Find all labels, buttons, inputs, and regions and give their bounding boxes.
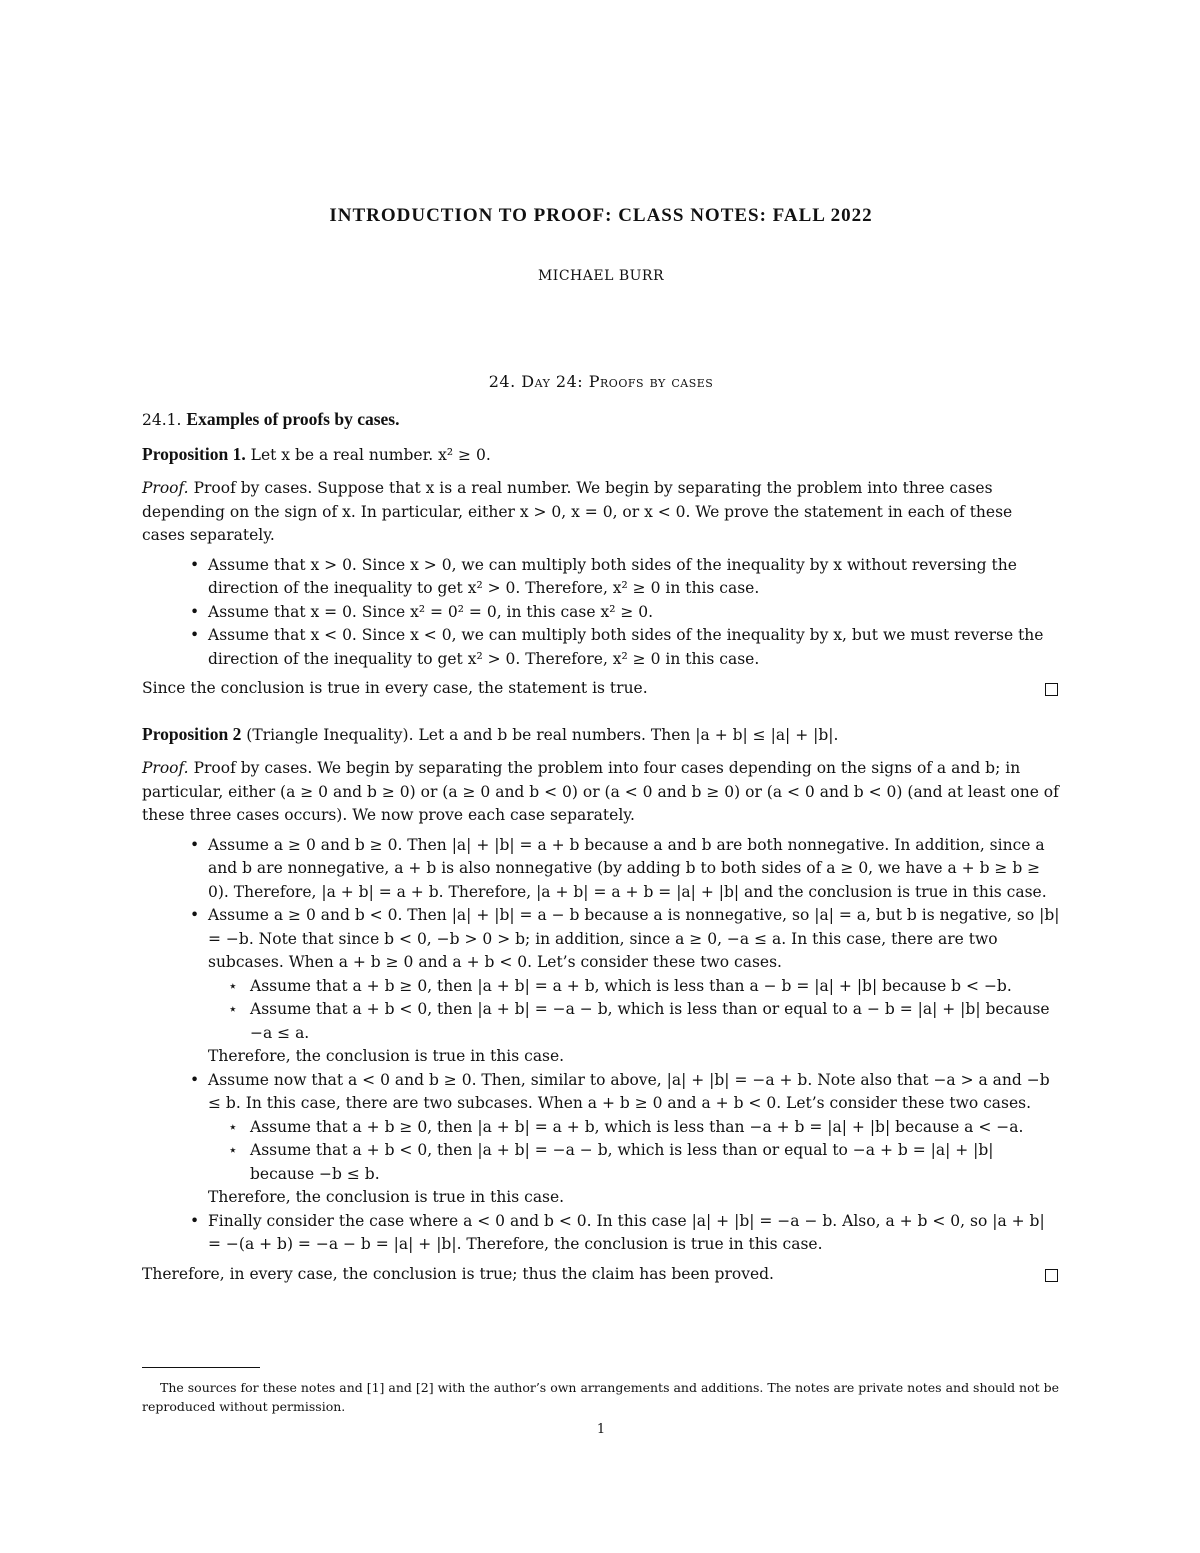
section-heading xyxy=(142,372,1060,391)
case-2-subcase-list xyxy=(208,975,1060,1046)
proposition-2-statement: Let a and b be real numbers. Then |a + b| ≤ |a| + |b|. xyxy=(418,725,839,744)
proof-2-intro-text: Proof by cases. We begin by separating the problem into four cases depending on the signs of a and b; in particular, either (a ≥ 0 and b ≥ 0) or (a ≥ 0 and b < 0) or (a < 0 and b ≥ 0) or (a < 0 and b < 0) (and at least one of these three cases occurs). We now prove each case separately. xyxy=(142,759,1059,824)
list-item: • Assume a ≥ 0 and b ≥ 0. Then |a| + |b| = a + b because a and b are both nonnegative. In addition, since a and b are nonnegative, a + b is also nonnegative (by adding b to both sides of a ≥ 0, we have a + b ≥ b ≥ 0). Therefore, |a + b| = a + b. Therefore, |a + b| = a + b = |a| + |b| and the conclusion is true in this case. xyxy=(208,834,1060,905)
document-page xyxy=(142,0,1060,1553)
proposition-1-statement: Let x be a real number. x² ≥ 0. xyxy=(250,445,491,464)
subcase-item: ⋆ Assume that a + b < 0, then |a + b| = −a − b, which is less than or equal to a − b = |a| + |b| because −a ≤ a. xyxy=(250,998,1060,1045)
subcase-item: ⋆ Assume that a + b ≥ 0, then |a + b| = a + b, which is less than a − b = |a| + |b| because b < −b. xyxy=(250,975,1060,999)
proof-2-conclusion-text: Therefore, in every case, the conclusion is true; thus the claim has been proved. xyxy=(142,1264,774,1283)
list-item xyxy=(208,904,1060,1069)
proof-1-intro-text: Proof by cases. Suppose that x is a real number. We begin by separating the problem into three cases depending on the sign of x. In particular, either x > 0, x = 0, or x < 0. We prove the statement in each of these cases separately. xyxy=(142,479,1013,544)
section-number: 24. xyxy=(488,372,516,391)
footnote: The sources for these notes and [1] and [2] with the author’s own arrangements and additions. The notes are private notes and should not be reproduced without permission. xyxy=(142,1380,1060,1414)
case-3-text: Assume now that a < 0 and b ≥ 0. Then, similar to above, |a| + |b| = −a + b. Note also that −a > a and −b ≤ b. In this case, there are two subcases. When a + b ≥ 0 and a + b < 0. Let’s consider these two cases. xyxy=(208,1070,1050,1112)
main-content xyxy=(142,408,1060,1286)
subsection-title: Examples of proofs by cases. xyxy=(186,409,400,429)
section-title: Day 24: Proofs by cases xyxy=(521,372,714,391)
proof-1-conclusion-text: Since the conclusion is true in every case, the statement is true. xyxy=(142,679,648,697)
proof-2-case-list xyxy=(142,834,1060,1257)
proposition-1 xyxy=(142,443,1060,468)
subcase-item: ⋆ Assume that a + b < 0, then |a + b| = −a − b, which is less than or equal to −a + b = |a| + |b| because −b ≤ b. xyxy=(250,1139,1060,1186)
subcase-item: ⋆ Assume that a + b ≥ 0, then |a + b| = a + b, which is less than −a + b = |a| + |b| because a < −a. xyxy=(250,1116,1060,1140)
proof-2-conclusion xyxy=(142,1263,1060,1287)
case-3-subcase-list xyxy=(208,1116,1060,1187)
footnote-rule xyxy=(142,1367,260,1368)
proof-1-label: Proof. xyxy=(142,479,189,497)
author-name: MICHAEL BURR xyxy=(537,268,665,284)
case-3-after: Therefore, the conclusion is true in this case. xyxy=(208,1188,565,1206)
proof-1-intro xyxy=(142,477,1060,548)
subsection-heading xyxy=(142,408,1060,433)
proof-1-conclusion xyxy=(142,677,1060,701)
case-2-text: Assume a ≥ 0 and b < 0. Then |a| + |b| = a − b because a is nonnegative, so |a| = a, but b is negative, so |b| = −b. Note that since b < 0, −b > 0 > b; in addition, since a ≥ 0, −a ≤ a. In this case, there are two subcases. When a + b ≥ 0 and a + b < 0. Let’s consider these two cases. xyxy=(208,906,1060,971)
qed-icon xyxy=(1045,1269,1058,1282)
proof-1-case-list xyxy=(142,554,1060,672)
proposition-1-label: Proposition 1. xyxy=(142,443,246,464)
list-item: • Finally consider the case where a < 0 and b < 0. In this case |a| + |b| = −a − b. Also, a + b < 0, so |a + b| = −(a + b) = −a − b = |a| + |b|. Therefore, the conclusion is true in this case. xyxy=(208,1210,1060,1257)
proposition-2 xyxy=(142,723,1060,748)
list-item: • Assume that x = 0. Since x² = 0² = 0, in this case x² ≥ 0. xyxy=(208,601,1060,625)
list-item xyxy=(208,1069,1060,1210)
subsection-number: 24.1. xyxy=(142,411,182,429)
qed-icon xyxy=(1045,683,1058,696)
document-title: INTRODUCTION TO PROOF: CLASS NOTES: FALL 2022 xyxy=(329,205,873,226)
list-item: • Assume that x > 0. Since x > 0, we can multiply both sides of the inequality by x without reversing the direction of the inequality to get x² > 0. Therefore, x² ≥ 0 in this case. xyxy=(208,554,1060,601)
page-number: 1 xyxy=(596,1422,606,1437)
list-item: • Assume that x < 0. Since x < 0, we can multiply both sides of the inequality by x, but we must reverse the direction of the inequality to get x² > 0. Therefore, x² ≥ 0 in this case. xyxy=(208,624,1060,671)
proposition-2-name: (Triangle Inequality). xyxy=(246,725,414,744)
proposition-2-label: Proposition 2 xyxy=(142,723,242,744)
proof-2-intro xyxy=(142,757,1060,828)
case-2-after: Therefore, the conclusion is true in this case. xyxy=(208,1047,565,1065)
proof-2-label: Proof. xyxy=(142,759,189,777)
